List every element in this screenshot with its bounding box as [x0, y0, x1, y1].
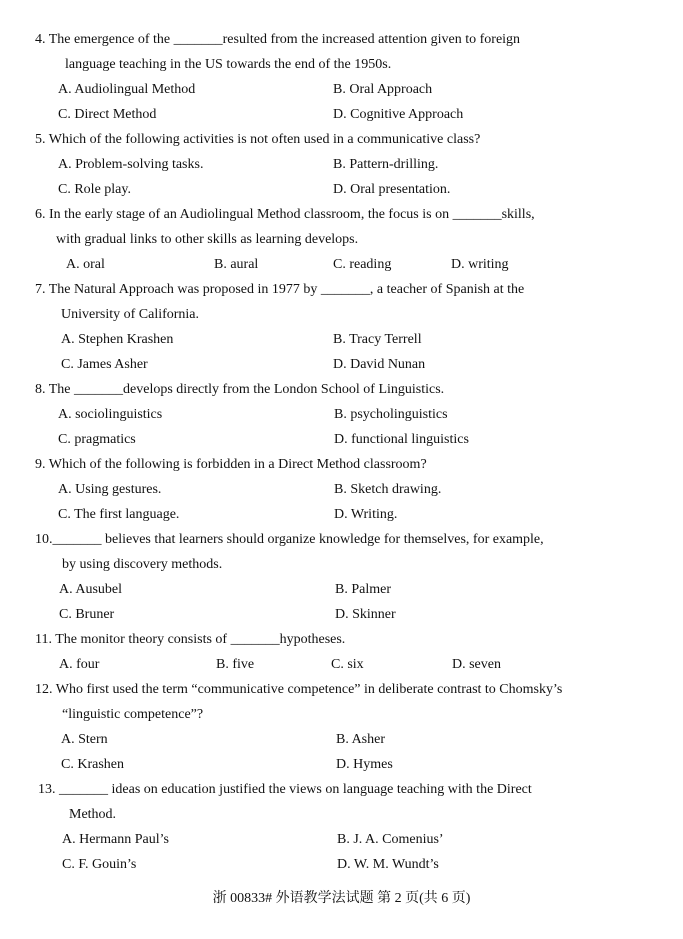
question-4-option-d: D. Cognitive Approach [333, 107, 464, 122]
question-4-option-c: C. Direct Method [58, 107, 157, 122]
question-10-option-a: A. Ausubel [59, 582, 122, 597]
question-13-option-b: B. J. A. Comenius’ [337, 832, 444, 847]
question-13-stem-cont: Method. [69, 807, 117, 822]
question-11-stem: 11. The monitor theory consists of _______hypotheses. [35, 632, 346, 647]
question-10-option-d: D. Skinner [335, 607, 396, 622]
question-11-option-d: D. seven [452, 657, 501, 672]
question-5-option-b: B. Pattern-drilling. [333, 157, 439, 172]
question-7-stem: 7. The Natural Approach was proposed in 1977 by _______, a teacher of Spanish at the [35, 282, 525, 297]
question-11-option-c: C. six [331, 657, 364, 672]
page-footer: 浙 00833# 外语教学法试题 第 2 页(共 6 页) [212, 891, 471, 906]
question-9-option-c: C. The first language. [58, 507, 180, 522]
question-10-stem: 10._______ believes that learners should organize knowledge for themselves, for example, [35, 532, 544, 547]
question-12-option-d: D. Hymes [336, 757, 393, 772]
question-13-stem: 13. _______ ideas on education justified the views on language teaching with the Direct [38, 782, 532, 797]
question-5-option-c: C. Role play. [58, 182, 131, 197]
question-11-option-b: B. five [216, 657, 255, 672]
question-6-option-b: B. aural [214, 257, 259, 272]
question-9-option-d: D. Writing. [334, 507, 398, 522]
question-7-stem-cont: University of California. [61, 307, 200, 322]
question-11-option-a: A. four [59, 657, 100, 672]
question-7-option-b: B. Tracy Terrell [333, 332, 422, 347]
question-4-option-b: B. Oral Approach [333, 82, 433, 97]
question-7-option-a: A. Stephen Krashen [61, 332, 174, 347]
question-10-option-c: C. Bruner [59, 607, 115, 622]
question-8-option-a: A. sociolinguistics [58, 407, 163, 422]
question-8-stem: 8. The _______develops directly from the London School of Linguistics. [35, 382, 445, 397]
question-12-stem-cont: “linguistic competence”? [62, 707, 204, 722]
question-9-stem: 9. Which of the following is forbidden in a Direct Method classroom? [35, 457, 427, 472]
question-12-option-a: A. Stern [61, 732, 108, 747]
question-6-stem-cont: with gradual links to other skills as learning develops. [56, 232, 359, 247]
question-5-stem: 5. Which of the following activities is not often used in a communicative class? [35, 132, 481, 147]
question-6-option-a: A. oral [66, 257, 105, 272]
question-8-option-b: B. psycholinguistics [334, 407, 448, 422]
question-6-option-d: D. writing [451, 257, 509, 272]
question-13-option-d: D. W. M. Wundt’s [337, 857, 439, 872]
question-8-option-d: D. functional linguistics [334, 432, 469, 447]
question-13-option-a: A. Hermann Paul’s [62, 832, 169, 847]
question-4-stem-cont: language teaching in the US towards the end of the 1950s. [65, 57, 392, 72]
question-6-stem: 6. In the early stage of an Audiolingual Method classroom, the focus is on _______skills, [35, 207, 535, 222]
question-12-stem: 12. Who first used the term “communicative competence” in deliberate contrast to Chomsky’s [35, 682, 563, 697]
question-7-option-d: D. David Nunan [333, 357, 426, 372]
question-4-stem: 4. The emergence of the _______resulted from the increased attention given to foreign [35, 32, 521, 47]
question-7-option-c: C. James Asher [61, 357, 148, 372]
question-12-option-b: B. Asher [336, 732, 385, 747]
question-8-option-c: C. pragmatics [58, 432, 136, 447]
question-10-option-b: B. Palmer [335, 582, 391, 597]
question-4-option-a: A. Audiolingual Method [58, 82, 196, 97]
question-9-option-b: B. Sketch drawing. [334, 482, 442, 497]
question-10-stem-cont: by using discovery methods. [62, 557, 223, 572]
question-9-option-a: A. Using gestures. [58, 482, 162, 497]
question-13-option-c: C. F. Gouin’s [62, 857, 137, 872]
question-5-option-d: D. Oral presentation. [333, 182, 451, 197]
question-6-option-c: C. reading [333, 257, 392, 272]
question-12-option-c: C. Krashen [61, 757, 124, 772]
question-5-option-a: A. Problem-solving tasks. [58, 157, 204, 172]
